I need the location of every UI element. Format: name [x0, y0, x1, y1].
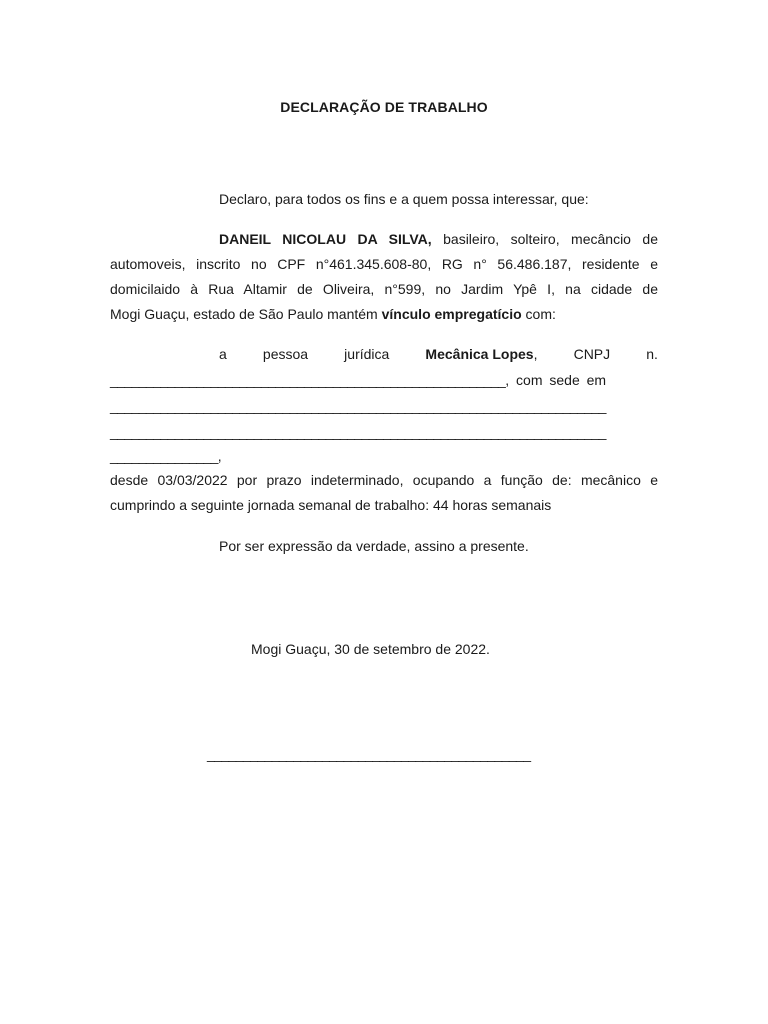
- person-paragraph-line-1: [110, 229, 658, 249]
- person-with-text: com:: [521, 306, 556, 322]
- cnpj-blank-line: _______________________________________________________: [110, 372, 506, 388]
- address-blank-line-3: _______________,: [110, 448, 222, 464]
- company-paragraph-line-2: [110, 370, 658, 390]
- address-blank-line-1: _____________________________________________________________________: [110, 398, 606, 414]
- person-state-text: Mogi Guaçu, estado de São Paulo mantém: [110, 306, 382, 322]
- company-word-n: n.: [646, 346, 658, 362]
- person-name: DANEIL NICOLAU DA SILVA,: [219, 231, 432, 247]
- person-paragraph-line-3: domicilaido à Rua Altamir de Oliveira, n°599, no Jardim Ypê I, na cidade de: [110, 281, 658, 297]
- address-blank-line-2: _____________________________________________________________________: [110, 424, 606, 440]
- company-paragraph-line-7: cumprindo a seguinte jornada semanal de trabalho: 44 horas semanais: [110, 497, 552, 513]
- person-description: basileiro, solteiro, mecâncio de: [431, 231, 658, 247]
- company-seat-text: , com sede em: [505, 372, 607, 388]
- company-name: Mecânica Lopes: [425, 346, 534, 362]
- company-word-juridica: jurídica: [344, 346, 390, 362]
- company-word-pessoa: pessoa: [262, 346, 309, 362]
- intro-paragraph: Declaro, para todos os fins e a quem possa interessar, que:: [219, 191, 589, 207]
- company-name-group: [425, 344, 537, 364]
- company-comma: ,: [533, 346, 538, 362]
- company-word-a: a: [219, 346, 227, 362]
- person-paragraph-line-2: automoveis, inscrito no CPF n°461.345.608-80, RG n° 56.486.187, residente e: [110, 256, 658, 272]
- document-title: DECLARAÇÃO DE TRABALHO: [280, 99, 488, 115]
- employment-bond-text: vínculo empregatício: [381, 306, 522, 322]
- closing-statement: Por ser expressão da verdade, assino a presente.: [219, 538, 529, 554]
- place-and-date: Mogi Guaçu, 30 de setembro de 2022.: [251, 641, 490, 657]
- signature-line: _____________________________________________: [207, 746, 531, 762]
- company-word-cnpj: CNPJ: [573, 346, 611, 362]
- person-paragraph-line-4: [110, 304, 658, 324]
- company-paragraph-line-1: [219, 344, 658, 364]
- company-paragraph-line-6: desde 03/03/2022 por prazo indeterminado, ocupando a função de: mecânico e: [110, 472, 658, 488]
